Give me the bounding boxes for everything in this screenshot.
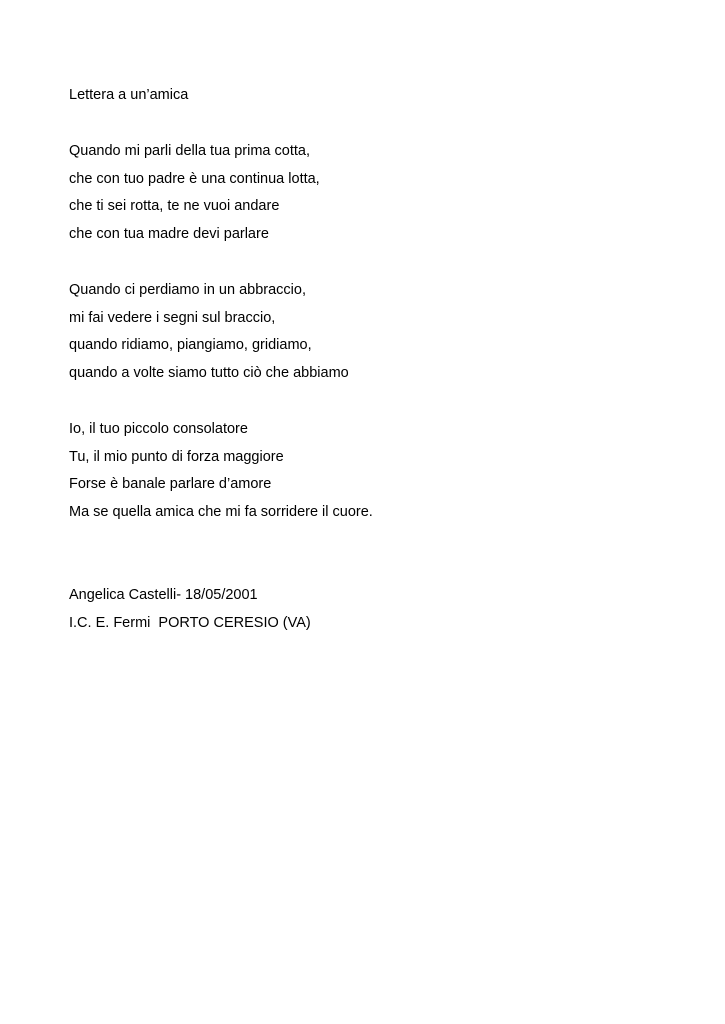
poem-line: quando ridiamo, piangiamo, gridiamo, xyxy=(69,337,312,353)
poem-line: Io, il tuo piccolo consolatore xyxy=(69,421,248,437)
poem-title: Lettera a un’amica xyxy=(69,87,189,103)
author-date: Angelica Castelli- 18/05/2001 xyxy=(69,587,258,603)
school-name: I.C. E. Fermi PORTO CERESIO (VA) xyxy=(69,615,311,631)
poem-line: mi fai vedere i segni sul braccio, xyxy=(69,310,276,326)
poem-line: che con tuo padre è una continua lotta, xyxy=(69,171,320,187)
poem-line: Ma se quella amica che mi fa sorridere il cuore. xyxy=(69,504,373,520)
poem-line: che con tua madre devi parlare xyxy=(69,226,269,242)
poem-line: quando a volte siamo tutto ciò che abbiamo xyxy=(69,365,349,381)
poem-line: Forse è banale parlare d’amore xyxy=(69,476,272,492)
poem-line: Tu, il mio punto di forza maggiore xyxy=(69,449,284,465)
poem-line: Quando mi parli della tua prima cotta, xyxy=(69,143,310,159)
poem-line: Quando ci perdiamo in un abbraccio, xyxy=(69,282,306,298)
poem-line: che ti sei rotta, te ne vuoi andare xyxy=(69,198,280,214)
